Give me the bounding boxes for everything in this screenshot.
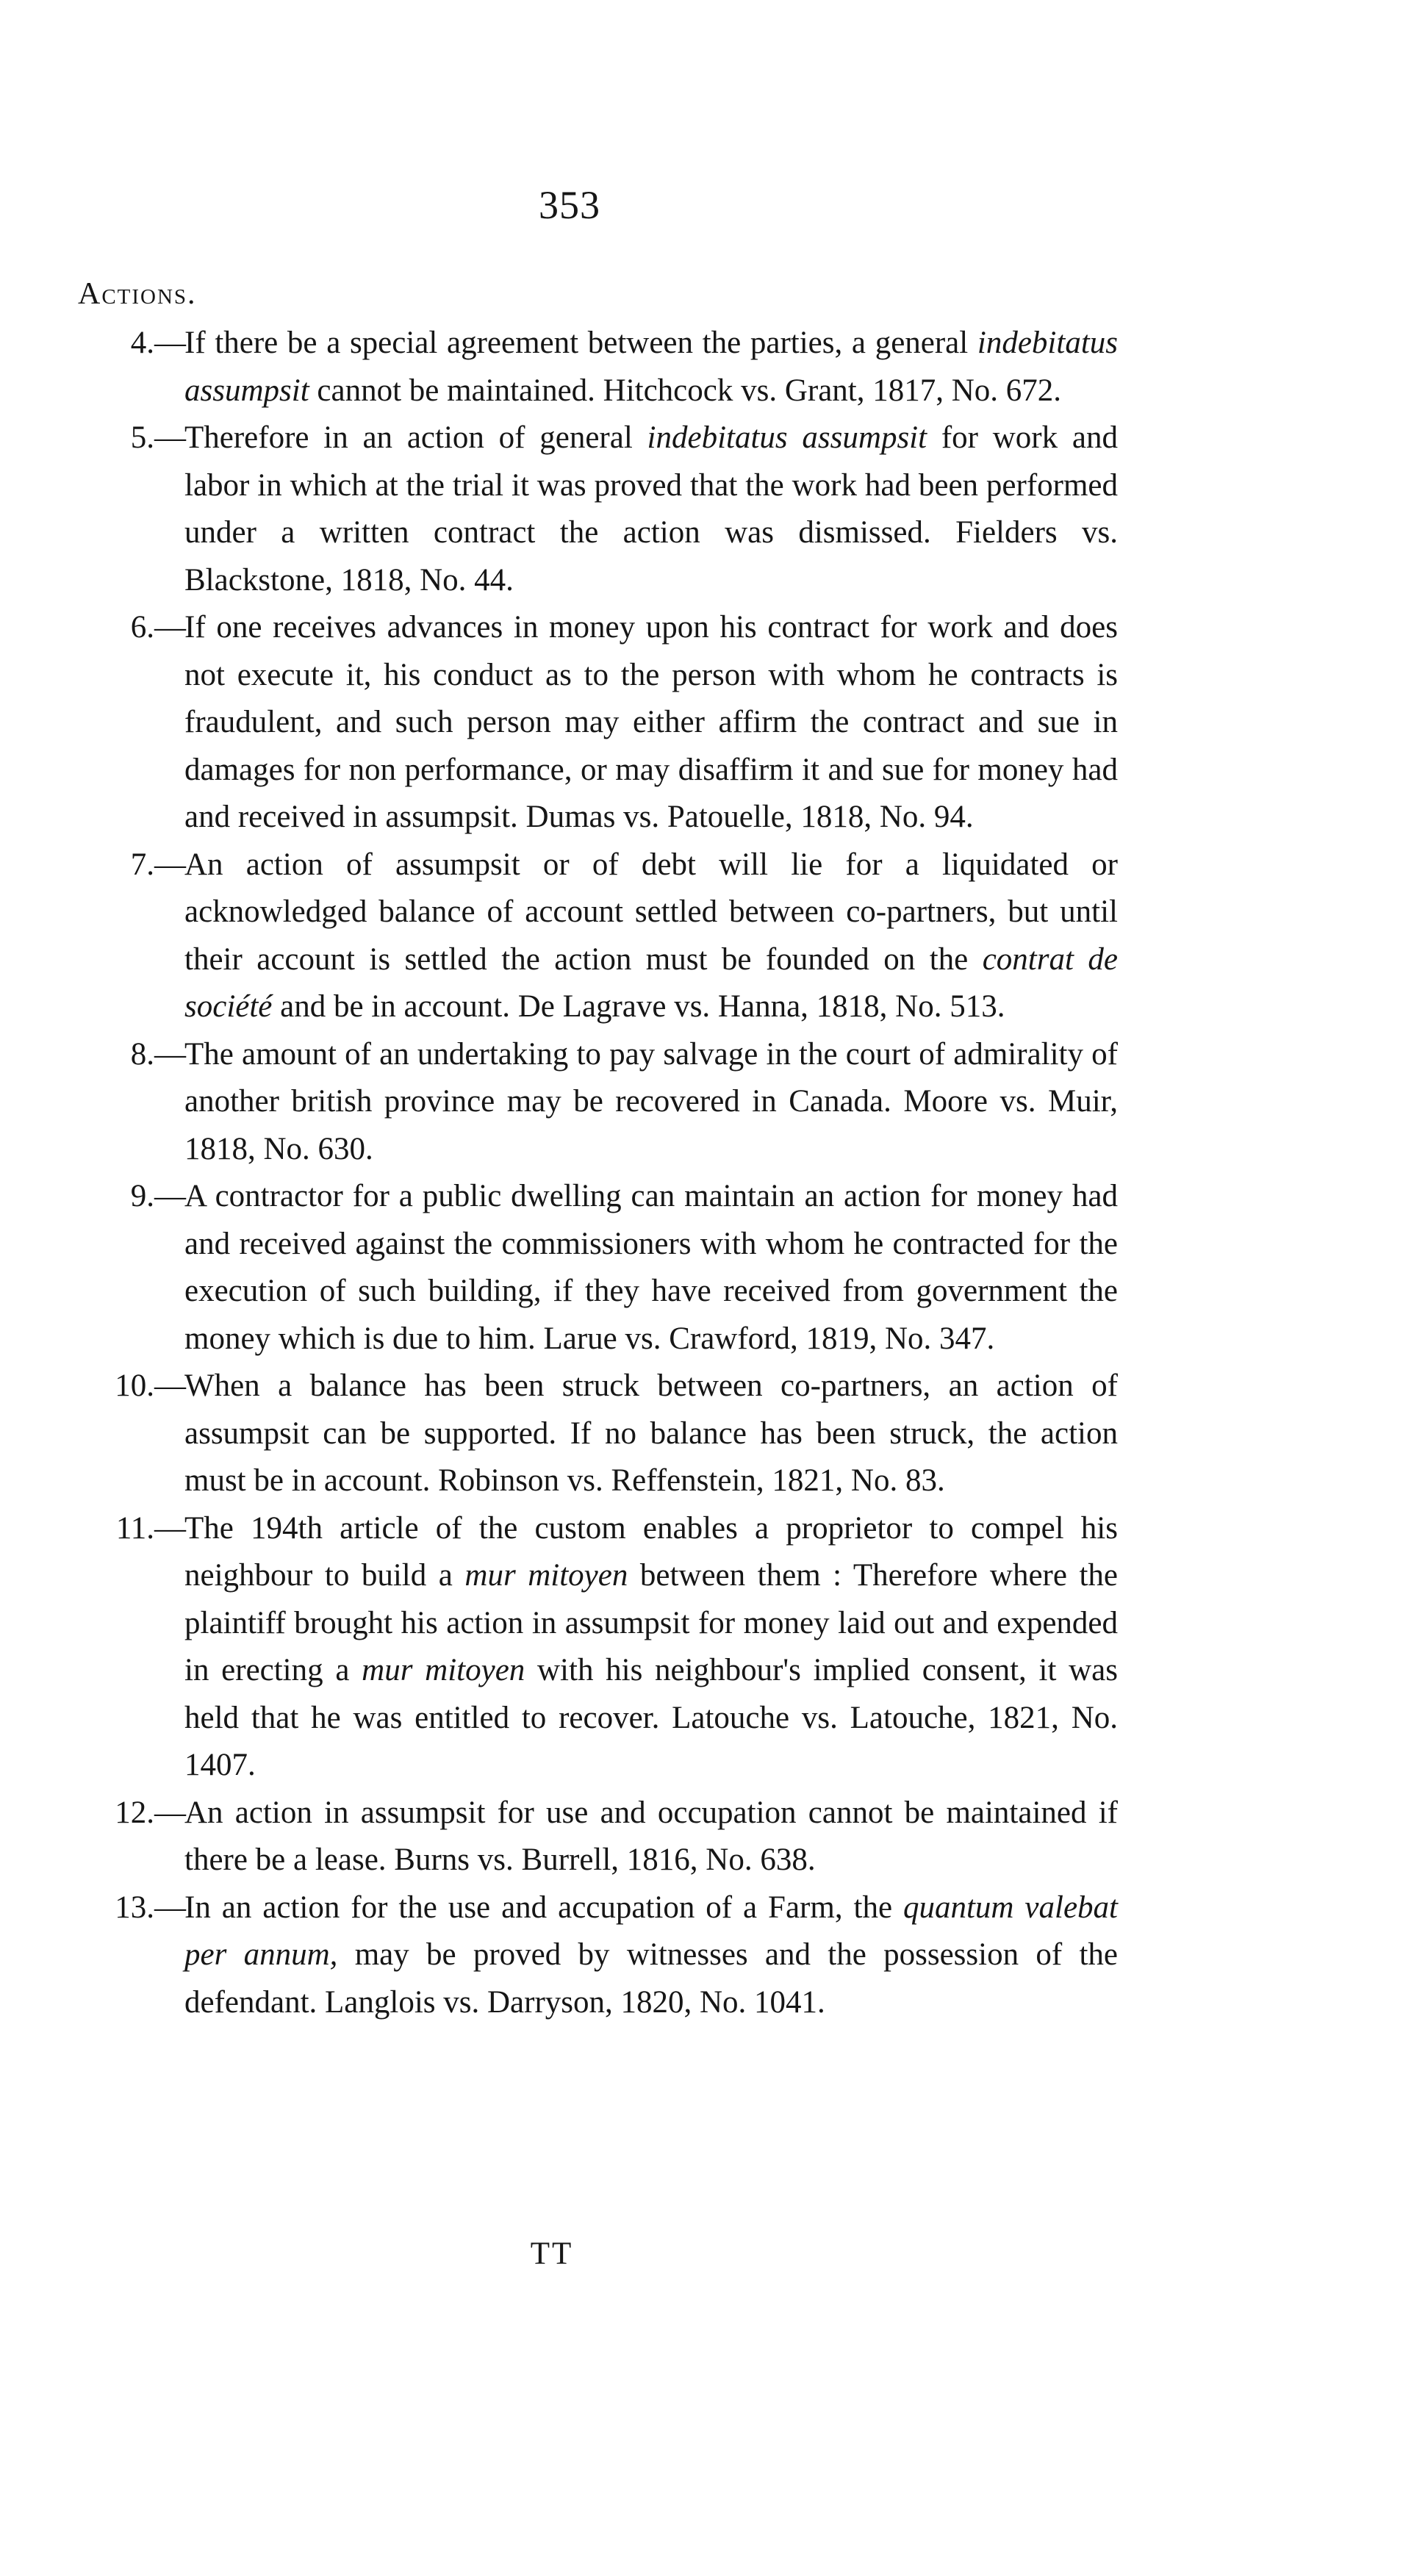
entry-number: 9.—	[130, 1179, 184, 1213]
entry-text: If one receives advances in money upon his contract for work and does not execute it, his conduct as to the person with whom he contracts is fraudulent, and such person may either affirm the contract and sue in damages for non performance, or may disaffirm it and sue for money had and received in assumpsit. Dumas vs. Patouelle, 1818, No. 94.	[184, 610, 1118, 834]
digest-entry	[130, 604, 1118, 842]
entry-text: An action of assumpsit or of debt will lie for a liquidated or acknowledged balance of account settled between co-partners, but until their account is settled the action must be founded on the contrat de société and be in account. De Lagrave vs. Hanna, 1818, No. 513.	[184, 847, 1118, 1024]
entry-number: 12.—	[115, 1795, 184, 1830]
entry-text: The amount of an undertaking to pay salvage in the court of admirality of another british province may be recovered in Canada. Moore vs. Muir, 1818, No. 630.	[184, 1036, 1118, 1166]
digest-entry	[130, 1173, 1118, 1363]
signature-mark: TT	[530, 2236, 574, 2271]
entry-text: The 194th article of the custom enables a proprietor to compel his neighbour to build a mur mitoyen between them : Therefore where the plaintiff brought his action in assumpsit for money laid out and expended in erecting a mur mitoyen with his neighbour's implied consent, it was held that he was entitled to recover. Latouche vs. Latouche, 1821, No. 1407.	[184, 1510, 1118, 1782]
digest-entries	[0, 320, 1414, 2026]
entry-text: Therefore in an action of general indebitatus assumpsit for work and labor in which at the trial it was proved that the work had been performed under a written contract the action was dismissed. Fielders vs. Blackstone, 1818, No. 44.	[184, 420, 1118, 598]
entry-number: 5.—	[130, 420, 184, 455]
entry-number: 13.—	[115, 1890, 184, 1925]
entry-text: If there be a special agreement between the parties, a general indebitatus assumpsit cannot be maintained. Hitchcock vs. Grant, 1817, No. 672.	[184, 326, 1118, 408]
entry-number: 4.—	[130, 326, 184, 360]
entry-text: An action in assumpsit for use and occupation cannot be maintained if there be a lease. Burns vs. Burrell, 1816, No. 638.	[184, 1795, 1118, 1877]
entry-number: 10.—	[115, 1368, 184, 1403]
french-term: contrat de société	[184, 941, 1118, 1024]
french-term: mur mitoyen	[362, 1653, 525, 1687]
entry-text: A contractor for a public dwelling can maintain an action for money had and received against the commissioners with whom he contracted for the execution of such building, if they have received from government the money which is due to him. Larue vs. Crawford, 1819, No. 347.	[184, 1179, 1118, 1356]
latin-term: quantum valebat per annum,	[184, 1890, 1118, 1972]
latin-term: indebitatus assumpsit	[184, 326, 1118, 408]
digest-entry	[115, 1790, 1118, 1884]
french-term: mur mitoyen	[464, 1558, 628, 1593]
digest-entry	[130, 415, 1118, 604]
entry-text: In an action for the use and accupation of a Farm, the quantum valebat per annum, may be proved by witnesses and the possession of the defendant. Langlois vs. Darryson, 1820, No. 1041.	[184, 1890, 1118, 2020]
entry-number: 11.—	[115, 1510, 184, 1546]
digest-entry	[115, 1884, 1118, 2027]
entry-number: 7.—	[130, 847, 184, 882]
latin-term: indebitatus assumpsit	[647, 420, 927, 455]
digest-entry	[115, 1363, 1118, 1505]
entry-text: When a balance has been struck between co-partners, an action of assumpsit can be supported. If no balance has been struck, the action must be in account. Robinson vs. Reffenstein, 1821, No. 83.	[184, 1368, 1118, 1498]
page-number: 353	[539, 183, 600, 227]
digest-entry	[130, 320, 1118, 415]
digest-entry	[130, 1031, 1118, 1174]
entry-number: 6.—	[130, 610, 184, 645]
digest-entry	[130, 842, 1118, 1031]
entry-number: 8.—	[130, 1036, 184, 1072]
section-heading: Actions.	[78, 277, 197, 311]
digest-entry	[115, 1505, 1118, 1790]
